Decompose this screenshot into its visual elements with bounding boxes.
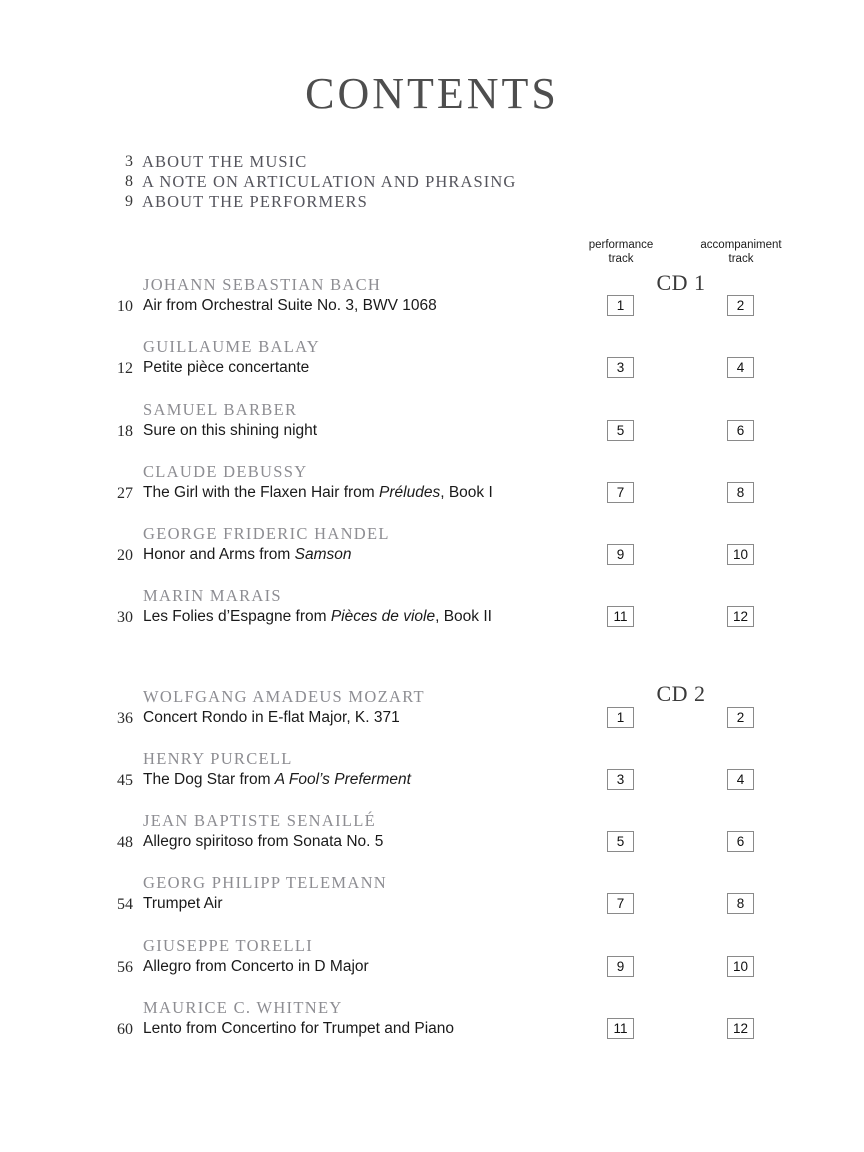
composer-name: SAMUEL BARBER <box>143 400 298 419</box>
accompaniment-track-box: 6 <box>727 420 754 441</box>
entry-page-number: 54 <box>117 896 133 913</box>
entry-page-number: 12 <box>117 360 133 377</box>
performance-track-box: 9 <box>607 544 634 565</box>
entry-page-number: 20 <box>117 547 133 564</box>
contents-entry[interactable] <box>0 936 864 998</box>
performance-track-box: 1 <box>607 295 634 316</box>
accompaniment-track-box: 4 <box>727 357 754 378</box>
accompaniment-track-header-line2: track <box>728 253 754 265</box>
contents-entry[interactable] <box>0 337 864 399</box>
performance-track-box: 11 <box>607 606 634 627</box>
accompaniment-track-header <box>671 238 811 266</box>
contents-entry[interactable] <box>0 524 864 586</box>
front-matter-page-number: 9 <box>125 193 133 210</box>
composer-name: MAURICE C. WHITNEY <box>143 998 343 1017</box>
piece-title: Sure on this shining night <box>143 422 318 439</box>
performance-track-box: 7 <box>607 893 634 914</box>
contents-entry[interactable] <box>0 400 864 462</box>
performance-track-box: 5 <box>607 831 634 852</box>
column-headers <box>0 238 864 268</box>
composer-name: GEORGE FRIDERIC HANDEL <box>143 524 390 543</box>
front-matter-label: A NOTE ON ARTICULATION AND PHRASING <box>142 172 517 191</box>
accompaniment-track-box: 10 <box>727 544 754 565</box>
accompaniment-track-box: 2 <box>727 295 754 316</box>
composer-name: MARIN MARAIS <box>143 586 282 605</box>
piece-title: Les Folies d’Espagne from Pièces de viole, Book II <box>143 608 492 625</box>
composer-name: CLAUDE DEBUSSY <box>143 462 308 481</box>
entry-page-number: 60 <box>117 1021 133 1038</box>
entry-page-number: 36 <box>117 710 133 727</box>
piece-title: Petite pièce concertante <box>143 359 310 376</box>
entry-page-number: 45 <box>117 772 133 789</box>
entry-page-number: 27 <box>117 485 133 502</box>
composer-name: GUILLAUME BALAY <box>143 337 321 356</box>
accompaniment-track-header-line1: accompaniment <box>700 239 782 251</box>
performance-track-box: 5 <box>607 420 634 441</box>
composer-name: JEAN BAPTISTE SENAILLÉ <box>143 811 377 830</box>
performance-track-header-line2: track <box>608 253 634 265</box>
contents-entry[interactable] <box>0 998 864 1060</box>
performance-track-box: 7 <box>607 482 634 503</box>
accompaniment-track-box: 8 <box>727 482 754 503</box>
front-matter-label: ABOUT THE MUSIC <box>142 152 308 171</box>
composer-name: GIUSEPPE TORELLI <box>143 936 314 955</box>
front-matter-row[interactable] <box>0 172 864 192</box>
composer-name: WOLFGANG AMADEUS MOZART <box>143 687 425 706</box>
front-matter-list <box>0 152 864 212</box>
piece-title: Concert Rondo in E-flat Major, K. 371 <box>143 709 400 726</box>
entry-page-number: 48 <box>117 834 133 851</box>
accompaniment-track-box: 12 <box>727 606 754 627</box>
piece-title: The Girl with the Flaxen Hair from Préludes, Book I <box>143 484 493 501</box>
piece-title: Trumpet Air <box>143 895 223 912</box>
composer-name: JOHANN SEBASTIAN BACH <box>143 275 382 294</box>
page-title: CONTENTS <box>305 69 559 118</box>
piece-title: Honor and Arms from Samson <box>143 546 352 563</box>
accompaniment-track-box: 6 <box>727 831 754 852</box>
piece-title: The Dog Star from A Fool’s Preferment <box>143 771 411 788</box>
accompaniment-track-box: 8 <box>727 893 754 914</box>
piece-title: Lento from Concertino for Trumpet and Piano <box>143 1020 455 1037</box>
accompaniment-track-box: 4 <box>727 769 754 790</box>
cd2-label: CD 2 <box>656 681 706 706</box>
contents-entry[interactable] <box>0 275 864 337</box>
piece-title: Allegro from Concerto in D Major <box>143 958 369 975</box>
composer-name: HENRY PURCELL <box>143 749 293 768</box>
composer-name: GEORG PHILIPP TELEMANN <box>143 873 388 892</box>
performance-track-box: 3 <box>607 769 634 790</box>
performance-track-box: 9 <box>607 956 634 977</box>
accompaniment-track-box: 12 <box>727 1018 754 1039</box>
contents-entry[interactable] <box>0 749 864 811</box>
contents-entry[interactable] <box>0 462 864 524</box>
performance-track-header <box>551 238 691 266</box>
front-matter-row[interactable] <box>0 152 864 172</box>
entry-page-number: 10 <box>117 298 133 315</box>
entry-page-number: 18 <box>117 423 133 440</box>
front-matter-label: ABOUT THE PERFORMERS <box>142 192 368 211</box>
performance-track-box: 11 <box>607 1018 634 1039</box>
accompaniment-track-box: 10 <box>727 956 754 977</box>
contents-entry[interactable] <box>0 873 864 935</box>
front-matter-page-number: 8 <box>125 173 133 190</box>
performance-track-header-line1: performance <box>588 239 654 251</box>
piece-title: Air from Orchestral Suite No. 3, BWV 1068 <box>143 297 437 314</box>
performance-track-box: 3 <box>607 357 634 378</box>
contents-entry[interactable] <box>0 811 864 873</box>
performance-track-box: 1 <box>607 707 634 728</box>
accompaniment-track-box: 2 <box>727 707 754 728</box>
piece-title: Allegro spiritoso from Sonata No. 5 <box>143 833 384 850</box>
contents-entry[interactable] <box>0 687 864 749</box>
front-matter-row[interactable] <box>0 192 864 212</box>
front-matter-page-number: 3 <box>125 153 133 170</box>
entry-page-number: 56 <box>117 959 133 976</box>
contents-entry[interactable] <box>0 586 864 648</box>
cd1-label: CD 1 <box>656 270 706 295</box>
entry-page-number: 30 <box>117 609 133 626</box>
